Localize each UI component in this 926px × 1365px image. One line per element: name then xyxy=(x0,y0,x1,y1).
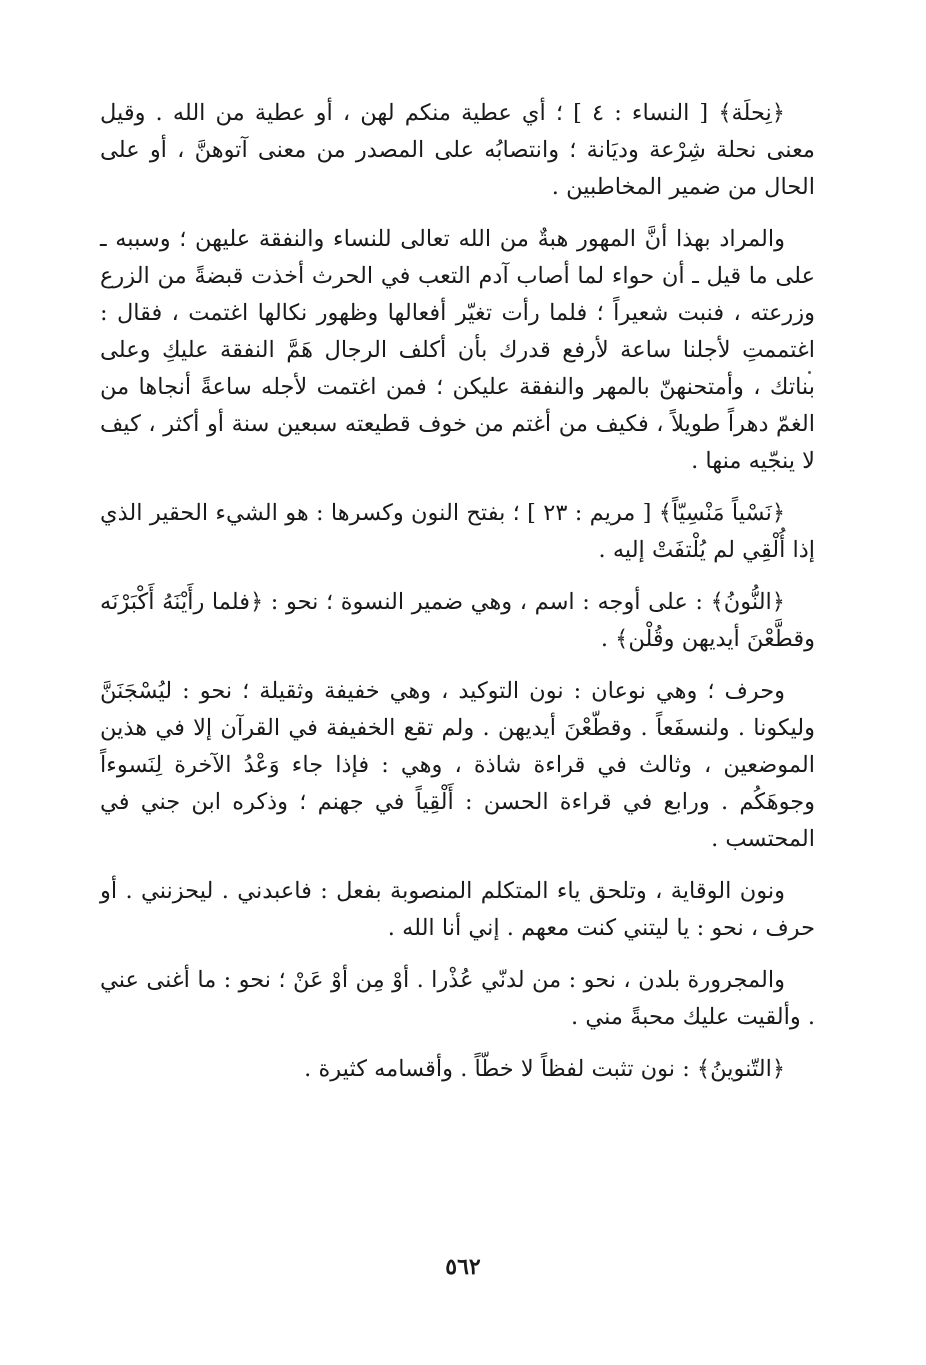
page-number: ٥٦٢ xyxy=(445,1254,481,1280)
page-body xyxy=(100,95,815,1088)
paragraph-nun-majrura: والمجرورة بلدن ، نحو : من لدنّي عُذْرا . أوْ مِن أوْ عَنْ ؛ نحو : ما أغنى عني . وألقيت عليك محبةً مني . xyxy=(100,967,815,1030)
paragraph-nun-wiqaya: ونون الوقاية ، وتلحق ياء المتكلم المنصوبة بفعل : فاعبدني . ليحزنني . أو حرف ، نحو : يا ليتني كنت معهم . إني أنا الله . xyxy=(100,878,815,941)
paragraph-tanwin: ﴿التّنوينُ﴾ : نون تثبت لفظاً لا خطّاً . وأقسامه كثيرة . xyxy=(304,1056,785,1082)
paragraph-nun-ism: ﴿النُّونُ﴾ : على أوجه : اسم ، وهي ضمير النسوة ؛ نحو : ﴿فلما رأَيْنَهُ أَكْبَرْنَه وقطَّعْنَ أيديهن وقُلْن﴾ . xyxy=(100,589,815,652)
scan-speck xyxy=(808,371,811,374)
paragraph-mahr: والمراد بهذا أنَّ المهور هبةٌ من الله تعالى للنساء والنفقة عليهن ؛ وسببه ـ على ما قيل ـ أن حواء لما أصاب آدم التعب في الحرث أخذت قبضةً من الزرع وزرعته ، فنبت شعيراً ؛ فلما رأت تغيّر أفعالها وظهور نكالها اغتمت ، فقال : اغتممتِ لأجلنا ساعة لأرفع قدرك بأن أكلف الرجال هَمَّ النفقة عليكِ وعلى بناتك ، وأمتحنهنّ بالمهر والنفقة عليكن ؛ فمن اغتمت لأجله ساعةً أنجاها من الغمّ دهراً طويلاً ، فكيف من أغتم من خوف قطيعته سبعين سنة أو أكثر ، كيف لا ينجّيه منها . xyxy=(100,226,815,474)
paragraph-nun-tawkid: وحرف ؛ وهي نوعان : نون التوكيد ، وهي خفيفة وثقيلة ؛ نحو : ليُسْجَنَنَّ وليكونا . ولنسفَعاً . وقطّعْنَ أيديهن . ولم تقع الخفيفة في القرآن إلا في هذين الموضعين ، وثالث في قراءة شاذة ، وهي : فإذا جاء وَعْدُ الآخرة لِنَسوءاً وجوهَكُم . ورابع في قراءة الحسن : أَلْقِياً في جهنم ؛ وذكره ابن جني في المحتسب . xyxy=(100,678,815,852)
paragraph-nasyan: ﴿نَسْياً مَنْسِيّاً﴾ [ مريم : ٢٣ ] ؛ بفتح النون وكسرها : هو الشيء الحقير الذي إذا أُلْقِي لم يُلْتفَتْ إليه . xyxy=(100,500,815,563)
paragraph-nihla: ﴿نِحلَة﴾ [ النساء : ٤ ] ؛ أي عطية منكم لهن ، أو عطية من الله . وقيل معنى نحلة شِرْعة وديَانة ؛ وانتصابُه على المصدر من معنى آتوهنَّ ، أو على الحال من ضمير المخاطبين . xyxy=(100,100,815,200)
